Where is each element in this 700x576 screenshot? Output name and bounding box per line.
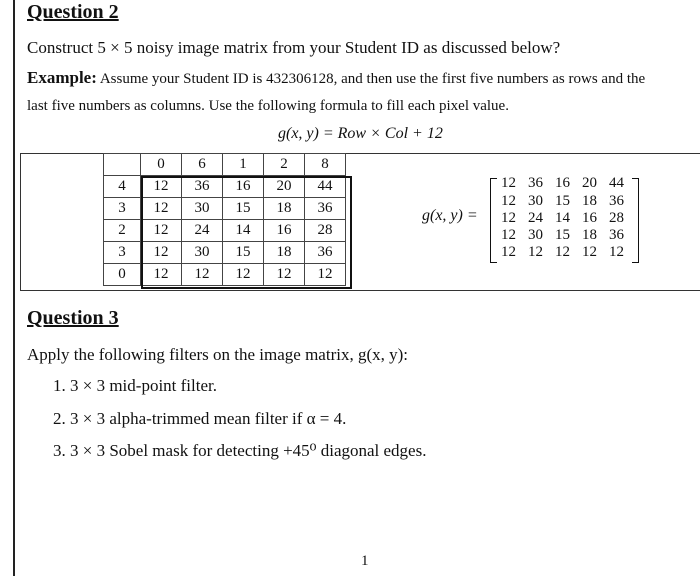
grid-cell: 44 xyxy=(305,176,346,198)
grid-cell: 36 xyxy=(305,242,346,264)
grid-cell: 12 xyxy=(264,264,305,286)
filter-item: 1. 3 × 3 mid-point filter. xyxy=(53,376,217,395)
formula: g(x, y) = Row × Col + 12 xyxy=(278,125,443,142)
matrix-cell: 16 xyxy=(555,175,570,191)
grid-cell: 16 xyxy=(223,176,264,198)
matrix-cell: 14 xyxy=(555,210,570,226)
row-header: 4 xyxy=(104,176,141,198)
matrix-cell: 30 xyxy=(528,193,543,209)
matrix-cell: 15 xyxy=(555,193,570,209)
matrix-cell: 12 xyxy=(501,210,516,226)
question3-heading: Question 3 xyxy=(27,307,119,329)
example-label: Example: xyxy=(27,68,97,87)
grid-cell: 14 xyxy=(223,220,264,242)
matrix-cell: 36 xyxy=(609,227,624,243)
grid-cell: 12 xyxy=(141,264,182,286)
col-header: 1 xyxy=(223,154,264,176)
grid-cell: 12 xyxy=(182,264,223,286)
filter-item: 2. 3 × 3 alpha-trimmed mean filter if α = 4. xyxy=(53,409,347,428)
grid-cell: 12 xyxy=(141,242,182,264)
matrix-cell: 12 xyxy=(501,175,516,191)
example-paragraph-line1 xyxy=(27,68,645,88)
matrix-cell: 12 xyxy=(501,227,516,243)
question2-instruction: Construct 5 × 5 noisy image matrix from your Student ID as discussed below? xyxy=(27,38,561,57)
filter-item: 3. 3 × 3 Sobel mask for detecting +45⁰ diagonal edges. xyxy=(53,441,427,460)
matrix-cell: 12 xyxy=(501,244,516,260)
matrix-cell: 12 xyxy=(609,244,624,260)
grid-cell: 15 xyxy=(223,198,264,220)
row-header: 2 xyxy=(104,220,141,242)
matrix-cell: 15 xyxy=(555,227,570,243)
matrix-cell: 18 xyxy=(582,193,597,209)
grid-row xyxy=(104,220,346,242)
grid-cell: 12 xyxy=(305,264,346,286)
grid-row xyxy=(104,264,346,286)
matrix-row xyxy=(498,227,624,244)
matrix-row xyxy=(498,193,624,210)
question3-intro: Apply the following filters on the image matrix, g(x, y): xyxy=(27,345,409,364)
matrix-cell: 36 xyxy=(528,175,543,191)
page-number: 1 xyxy=(361,553,369,569)
grid-row xyxy=(104,176,346,198)
grid-cell: 18 xyxy=(264,242,305,264)
matrix-left-bracket xyxy=(490,178,497,263)
matrix-row xyxy=(498,175,624,192)
grid-header-row xyxy=(104,154,346,176)
example-text: Assume your Student ID is 432306128, and then use the first five numbers as rows and the xyxy=(99,71,646,87)
matrix-label: g(x, y) = xyxy=(422,207,478,224)
grid-row xyxy=(104,198,346,220)
grid-cell: 12 xyxy=(141,220,182,242)
col-header: 6 xyxy=(182,154,223,176)
grid-cell: 30 xyxy=(182,242,223,264)
page-left-border xyxy=(13,0,15,576)
matrix-cell: 30 xyxy=(528,227,543,243)
col-header: 0 xyxy=(141,154,182,176)
matrix-row xyxy=(498,210,624,227)
matrix-right-bracket xyxy=(632,178,639,263)
grid-cell: 36 xyxy=(305,198,346,220)
col-header: 8 xyxy=(305,154,346,176)
row-header: 3 xyxy=(104,198,141,220)
grid-cell: 20 xyxy=(264,176,305,198)
grid-row xyxy=(104,242,346,264)
grid-cell: 15 xyxy=(223,242,264,264)
row-header: 0 xyxy=(104,264,141,286)
grid-corner-cell xyxy=(104,154,141,176)
matrix-cell: 12 xyxy=(582,244,597,260)
grid-cell: 16 xyxy=(264,220,305,242)
grid-cell: 24 xyxy=(182,220,223,242)
question2-heading: Question 2 xyxy=(27,1,119,23)
grid-cell: 12 xyxy=(141,198,182,220)
row-header: 3 xyxy=(104,242,141,264)
matrix-cell: 20 xyxy=(582,175,597,191)
matrix-cell: 36 xyxy=(609,193,624,209)
grid-cell: 12 xyxy=(141,176,182,198)
grid-cell: 30 xyxy=(182,198,223,220)
matrix-cell: 24 xyxy=(528,210,543,226)
student-id-grid xyxy=(103,153,346,286)
matrix-cell: 16 xyxy=(582,210,597,226)
example-paragraph-line2: last five numbers as columns. Use the following formula to fill each pixel value. xyxy=(27,98,509,114)
matrix-cell: 28 xyxy=(609,210,624,226)
grid-cell: 36 xyxy=(182,176,223,198)
matrix-cell: 12 xyxy=(501,193,516,209)
matrix-cell: 12 xyxy=(528,244,543,260)
col-header: 2 xyxy=(264,154,305,176)
grid-cell: 12 xyxy=(223,264,264,286)
matrix-row xyxy=(498,244,624,261)
grid-cell: 28 xyxy=(305,220,346,242)
matrix-cell: 12 xyxy=(555,244,570,260)
matrix-cell: 44 xyxy=(609,175,624,191)
grid-cell: 18 xyxy=(264,198,305,220)
matrix-cell: 18 xyxy=(582,227,597,243)
